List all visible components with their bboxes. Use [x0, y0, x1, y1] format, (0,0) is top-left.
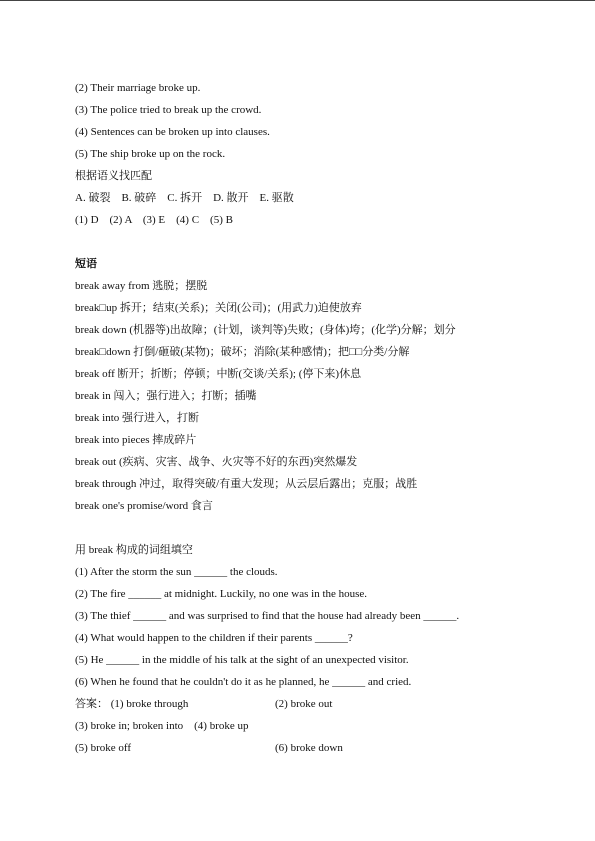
- example-sentence: (4) Sentences can be broken up into clauses.: [75, 126, 270, 138]
- phrase-item: break□up 拆开；结束(关系)；关闭(公司)；(用武力)迫使放弃: [75, 302, 362, 314]
- top-rule: [0, 0, 595, 1]
- section-fill-in-blanks: [75, 539, 575, 759]
- phrase-item: break off 断开；折断；停顿；中断(交谈/关系); (停下来)休息: [75, 368, 362, 380]
- phrase-item: break□down 打倒/砸破(某物)；破坏；消除(某种感情)；把□□分类/分解: [75, 346, 410, 358]
- phrase-item: break through 冲过，取得突破/有重大发现；从云层后露出；克服；战胜: [75, 478, 418, 490]
- answer-row: [75, 693, 575, 715]
- answer-label: 答案：: [75, 698, 108, 710]
- exercise-question: (2) The fire ______ at midnight. Luckily, no one was in the house.: [75, 588, 368, 600]
- phrase-item: break in 闯入；强行进入；打断；插嘴: [75, 390, 257, 402]
- matching-options: A. 破裂 B. 破碎 C. 拆开 D. 散开 E. 驱散: [75, 192, 294, 204]
- phrase-item: break into pieces 摔成碎片: [75, 434, 197, 446]
- example-sentence: (5) The ship broke up on the rock.: [75, 148, 226, 160]
- answer-item: (6) broke down: [275, 742, 343, 754]
- matching-answers: (1) D (2) A (3) E (4) C (5) B: [75, 214, 233, 226]
- answer-item: (3) broke in; broken into (4) broke up: [75, 720, 249, 732]
- exercise-question: (4) What would happen to the children if their parents ______?: [75, 632, 353, 644]
- example-sentence: (2) Their marriage broke up.: [75, 82, 201, 94]
- matching-instruction: 根据语义找匹配: [75, 170, 152, 182]
- phrase-item: break down (机器等)出故障；(计划，谈判等)失败；(身体)垮；(化学)分解；划分: [75, 324, 456, 336]
- answer-item: (5) broke off: [75, 742, 131, 754]
- section-heading: 短语: [75, 257, 97, 270]
- document-page: [75, 77, 575, 759]
- phrase-item: break out (疾病、灾害、战争、火灾等不好的东西)突然爆发: [75, 456, 358, 468]
- section-phrases: [75, 253, 575, 517]
- exercise-instruction: 用 break 构成的词组填空: [75, 544, 193, 556]
- exercise-question: (5) He ______ in the middle of his talk at the sight of an unexpected visitor.: [75, 654, 409, 666]
- answer-row: [75, 737, 575, 759]
- phrase-item: break away from 逃脱；摆脱: [75, 280, 208, 292]
- exercise-question: (6) When he found that he couldn't do it as he planned, he ______ and cried.: [75, 676, 412, 688]
- spacer: [75, 517, 575, 539]
- section-break-up-examples: [75, 77, 575, 231]
- exercise-question: (3) The thief ______ and was surprised to find that the house had already been ______.: [75, 610, 460, 622]
- answer-item: (1) broke through: [110, 698, 189, 710]
- exercise-question: (1) After the storm the sun ______ the clouds.: [75, 566, 278, 578]
- phrase-item: break one's promise/word 食言: [75, 500, 213, 512]
- answer-row: [75, 715, 575, 737]
- answer-item: (2) broke out: [275, 698, 333, 710]
- phrase-item: break into 强行进入，打断: [75, 412, 200, 424]
- example-sentence: (3) The police tried to break up the crowd.: [75, 104, 262, 116]
- spacer: [75, 231, 575, 253]
